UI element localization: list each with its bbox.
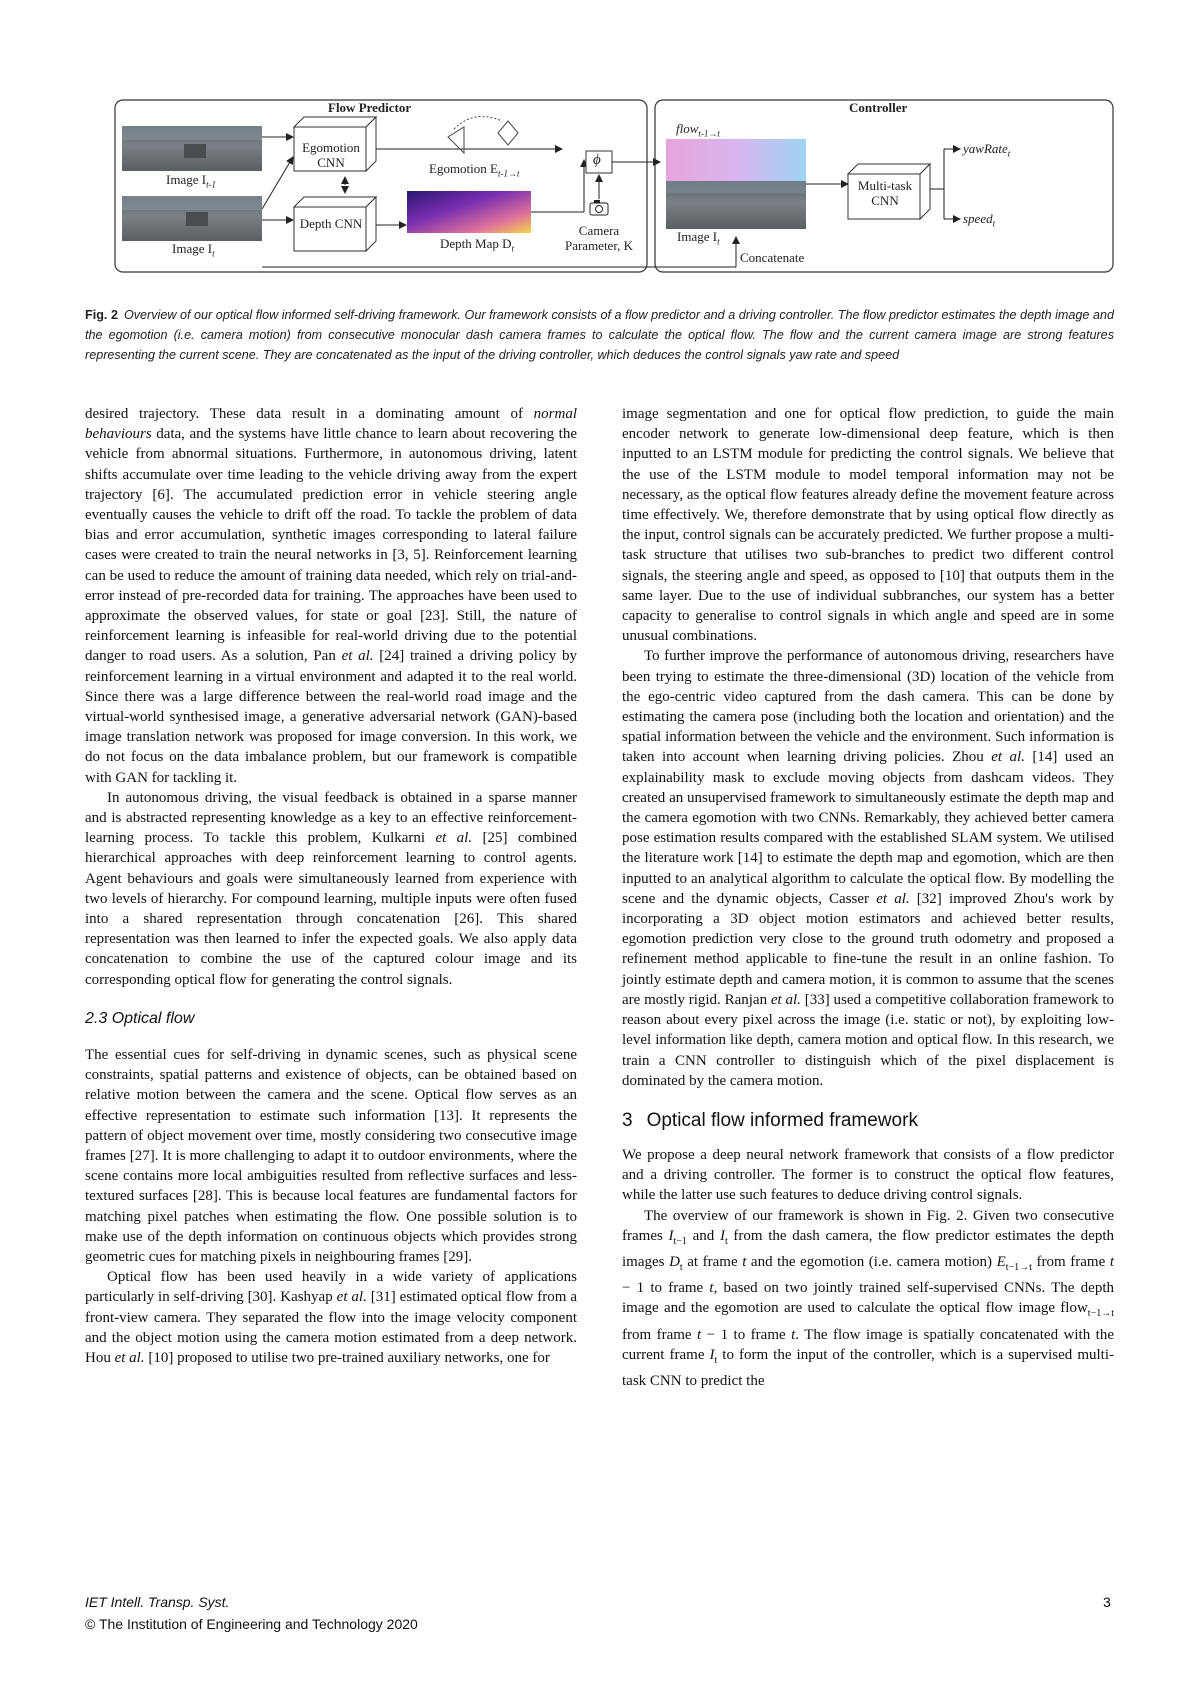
figure-number: Fig. 2 [85,308,118,322]
paragraph: To further improve the performance of autonomous driving, researchers have been trying to estimate the three-dimensional (3D) location of the vehicle from the ego-centric video captured from the dash camera. This can be done by estimating the camera pose (including both the location and orientation) and the spatial information between the vehicle and the environment. Such information is taken into account when learning driving policies. Zhou et al. [14] used an explainability mask to exclude moving objects from dashcam videos. They created an unsupervised framework to simultaneously estimate the depth map and the camera egomotion with two CNNs. Remarkably, they achieved better camera pose estimation results compared with the established SLAM system. We utilised the literature work [14] to estimate the depth map and egomotion, which are then inputted to an analytical algorithm to calculate the optical flow. By modelling the scene and the dynamic objects, Casser et al. [32] improved Zhou's work by incorporating a 3D object motion estimators and achieved better results, egomotion prediction very close to the ground truth odometry and proposed a refinement method applicable to fine-tune the result in an online fashion. To jointly estimate depth and camera motion, it is common to assume that the scenes are mostly rigid. Ranjan et al. [33] used a competitive collaboration framework to reason about every pixel across the image (i.e. static or not), by exploiting low-level information like depth, camera motion and optical flow. In this research, we train a CNN controller to distinguish which of the pixel displacement is dominated by the camera motion. [622,648,1115,1089]
flow-image [666,139,806,181]
depth-map-label: Depth Map $D_t$ [440,236,515,254]
camera-parameter-label: Camera Parameter, K [564,223,634,253]
paragraph: Optical flow has been used heavily in a wide variety of applications particularly in self-driving [30]. Kashyap et al. [31] estimated optical flow from a front-view camera. They separated the flow into the image velocity component and the object motion using the camera motion estimated from a deep network. Hou et al. [10] proposed to utilise two pre-trained auxiliary networks, one for [85,1269,577,1366]
camera-pose-icon [448,117,518,154]
controller-image-label: Image $I_t$ [677,229,720,247]
left-column [85,404,577,1368]
section-heading-2-3: 2.3 Optical flow [85,1009,195,1027]
footer-copyright: © The Institution of Engineering and Technology 2020 [85,1616,418,1632]
concatenate-label: Concatenate [740,250,805,265]
figure-diagram [114,99,1114,295]
controller-title: Controller [849,100,908,115]
depth-map-image [407,191,531,233]
footer-journal: IET Intell. Transp. Syst. [85,1594,230,1610]
figure-2 [114,99,1114,295]
camera-icon [590,200,608,215]
paragraph: desired trajectory. These data result in a dominating amount of normal behaviours data, and the systems have little chance to learn about recovering the vehicle from abnormal situations. Furthermore, in autonomous driving, latent shifts accumulate over time leading to the vehicle driving away from the expert trajectory [6]. The accumulated prediction error in vehicle steering angle eventually causes the vehicle to drift off the road. To tackle the problem of data bias and error accumulation, synthetic images corresponding to lateral failure cases were created to train the neural networks in [3, 5]. Reinforcement learning can be used to reduce the amount of training data needed, which rely on trial-and-error instead of pre-recorded data for training. The approaches have been used to approximate the observed values, for state or goal [23]. Still, the nature of reinforcement learning is infeasible for real-world driving due to the potential danger to road users. As a solution, Pan et al. [24] trained a driving policy by reinforcement learning in a virtual environment and adapted it to the real world. Since there was a large difference between the real-world road image and the virtual-world synthesised image, a generative adversarial network (GAN)-based image translation network was proposed for image conversion. In this work, we do not focus on the data imbalance problem, but our framework is compatible with GAN for tackling it. [85,406,577,786]
multitask-cnn-label: Multi-task CNN [857,178,913,208]
paragraph: The essential cues for self-driving in dynamic scenes, such as physical scene constraints, spatial patterns and existence of objects, can be obtained based on relative motion between the camera and the scene. Optical flow serves as an effective representation to estimate such information [13]. It represents the pattern of object movement over time, mostly considering two consecutive image frames [27]. It is more challenging to adapt it to outdoor environments, where the scene contains more local ambiguities resulted from reflective surfaces and less-textured surfaces [28]. This is because local features are fundamental factors for matching pixel patches when estimating the flow. One possible solution is to make use of the depth information on continuous objects which provides strong geometric cues for matching pixels in neighbouring frames [29]. [85,1046,577,1265]
flow-predictor-title: Flow Predictor [328,100,412,115]
figure-caption [85,305,1114,365]
speed-label: speed$_t$ [963,211,996,229]
yaw-rate-label: yawRate$_t$ [963,141,1011,159]
right-column [622,404,1114,1391]
depth-cnn-label: Depth CNN [299,216,363,231]
phi-symbol: ϕ [593,152,601,168]
paragraph: image segmentation and one for optical flow prediction, to guide the main encoder network to generate low-dimensional deep feature, which is then inputted to an LSTM module for predicting the control signals. We believe that the use of the LSTM module to model temporal information may not be necessary, as the optical flow features already define the movement feature across time effectively. We, therefore demonstrate that by using optical flow directly as the input, control signals can be accurately predicted. We further propose a multi-task structure that utilises two sub-branches to predict two different control signals, the steering angle and speed, as opposed to [10] that outputs them in the same layer. Due to the use of individual subbranches, our system has a better capacity to generalise to control signals in which angle and speed are in some unusual combinations. [622,406,1114,645]
section-heading-3: 3 Optical flow informed framework [622,1109,918,1131]
image-curr-label: Image $I_t$ [172,241,215,259]
egomotion-cnn-label: Egomotion CNN [302,140,360,170]
egomotion-label: Egomotion $E_{t-1\to t}$ [429,161,520,179]
image-prev-label: Image $I_{t-1}$ [166,172,217,190]
flow-label: flow$_{t-1\to t}$ [676,121,720,139]
paragraph: The overview of our framework is shown in Fig. 2. Given two consecutive frames $I_{t-1}$ and $I_t$ from the dash camera, the flow predictor estimates the depth images $D_t$ at frame t and the egomotion (i.e. camera motion) $E_{t-1\to t}$ from frame t − 1 to frame t, based on two jointly trained self-supervised CNNs. The depth image and the egomotion are used to calculate the optical flow image flow$_{t-1\to t}$ from frame t − 1 to frame t. The flow image is spatially concatenated with the current frame $I_t$ to form the input of the controller, which is a supervised multi-task CNN to predict the [622,1207,1114,1389]
caption-text: Overview of our optical flow informed self-driving framework. Our framework consists of a flow predictor and a driving controller. The flow predictor estimates the depth image and the egomotion (i.e. camera motion) from consecutive monocular dash camera frames to calculate the optical flow. The flow and the current camera image are strong features representing the current scene. They are concatenated as the input of the driving controller, which deduces the control signals yaw rate and speed [85,308,1115,362]
page-number: 3 [1103,1594,1111,1610]
paragraph: We propose a deep neural network framework that consists of a flow predictor and a driving controller. The former is to construct the optical flow features, while the latter use such features to deduce driving control signals. [622,1146,1114,1204]
paragraph: In autonomous driving, the visual feedback is obtained in a sparse manner and is abstracted representing knowledge as a key to an effective reinforcement-learning process. To tackle this problem, Kulkarni et al. [25] combined hierarchical approaches with deep reinforcement learning to control agents. Agent behaviours and goals were simultaneously learned from experience with two levels of hierarchy. For compound learning, multiple inputs were often fused into a shared representation through concatenation [26]. This shared representation was then learned to infer the expected goals. We also apply data concatenation to combine the use of the captured colour image and its corresponding optical flow for generating the control signals. [85,789,578,988]
